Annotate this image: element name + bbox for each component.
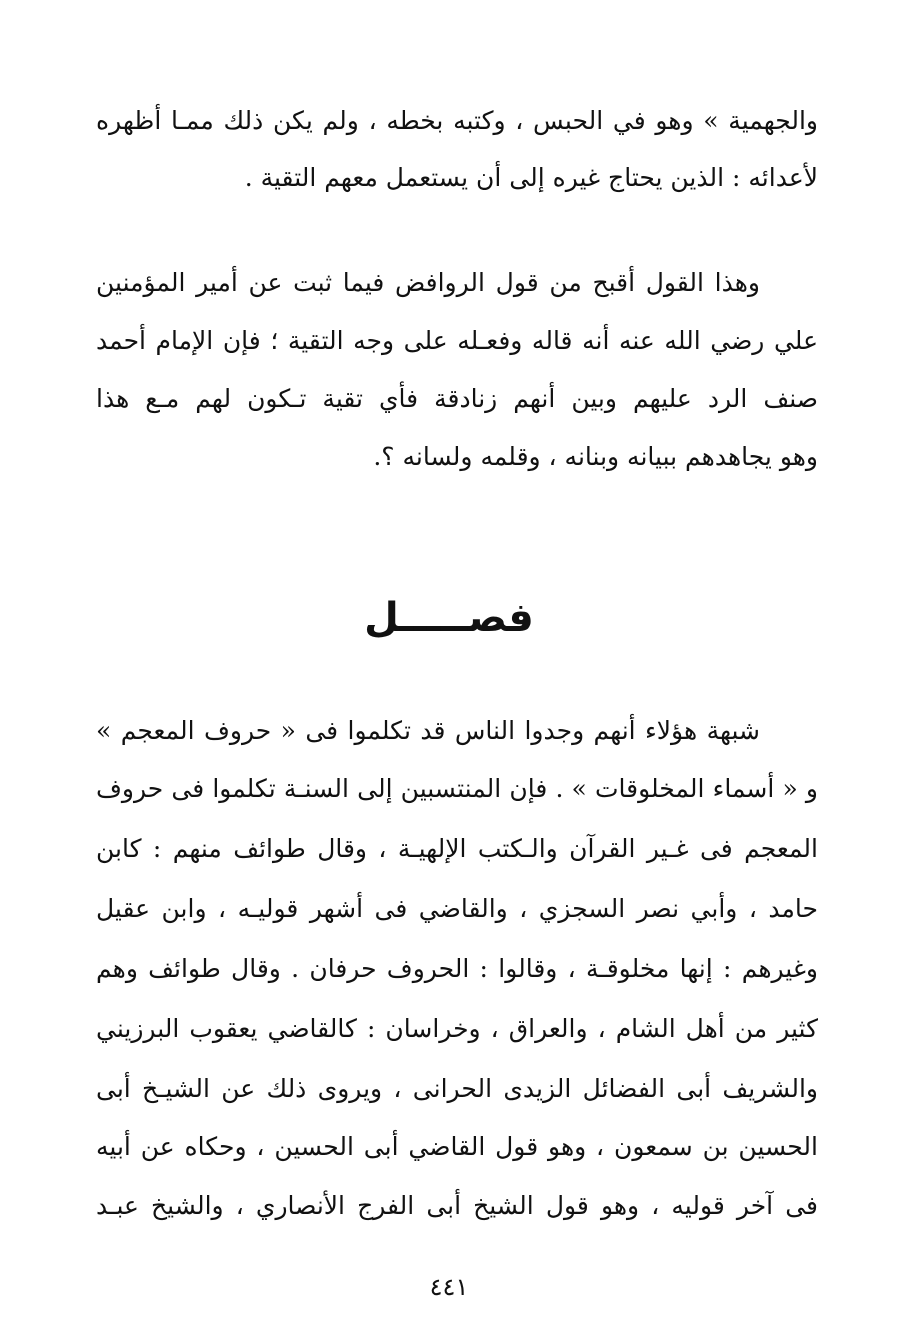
text-line: شبهة هؤلاء أنهم وجدوا الناس قد تكلموا فى « حروف المعجم » <box>96 716 760 745</box>
text-line: والجهمية » وهو في الحبس ، وكتبه بخطه ، ولم يكن ذلك ممـا أظهره <box>96 106 818 135</box>
text-line: فى آخر قوليه ، وهو قول الشيخ أبى الفرج الأنصاري ، والشيخ عبـد <box>96 1191 818 1220</box>
text-line: الحسين بن سمعون ، وهو قول القاضي أبى الحسين ، وحكاه عن أبيه <box>96 1132 818 1161</box>
text-line: وغيرهم : إنها مخلوقـة ، وقالوا : الحروف حرفان . وقال طوائف وهم <box>96 954 818 983</box>
text-line: وهو يجاهدهم ببيانه وبنانه ، وقلمه ولسانه ؟. <box>373 442 818 471</box>
text-line: علي رضي الله عنه أنه قاله وفعـله على وجه التقية ؛ فإن الإمام أحمد <box>96 326 818 355</box>
text-line: كثير من أهل الشام ، والعراق ، وخراسان : كالقاضي يعقوب البرزيني <box>96 1014 818 1043</box>
text-line: حامد ، وأبي نصر السجزي ، والقاضي فى أشهر قوليـه ، وابن عقيل <box>96 894 818 923</box>
text-line: المعجم فى غـير القرآن والـكتب الإلهيـة ، وقال طوائف منهم : كابن <box>96 834 818 863</box>
text-line: صنف الرد عليهم وبين أنهم زنادقة فأي تقية تـكون لهم مـع هذا <box>96 384 818 413</box>
text-line: والشريف أبى الفضائل الزيدى الحرانى ، ويروى ذلك عن الشيـخ أبى <box>96 1074 818 1103</box>
text-line: و « أسماء المخلوقات » . فإن المنتسبين إلى السنـة تكلموا فى حروف <box>96 774 818 803</box>
text-line: وهذا القول أقبح من قول الروافض فيما ثبت عن أمير المؤمنين <box>96 268 760 297</box>
section-heading: فصـــــل <box>364 595 534 641</box>
page-number: ٤٤١ <box>429 1273 469 1301</box>
text-line: لأعدائه : الذين يحتاج غيره إلى أن يستعمل معهم التقية . <box>244 163 818 192</box>
